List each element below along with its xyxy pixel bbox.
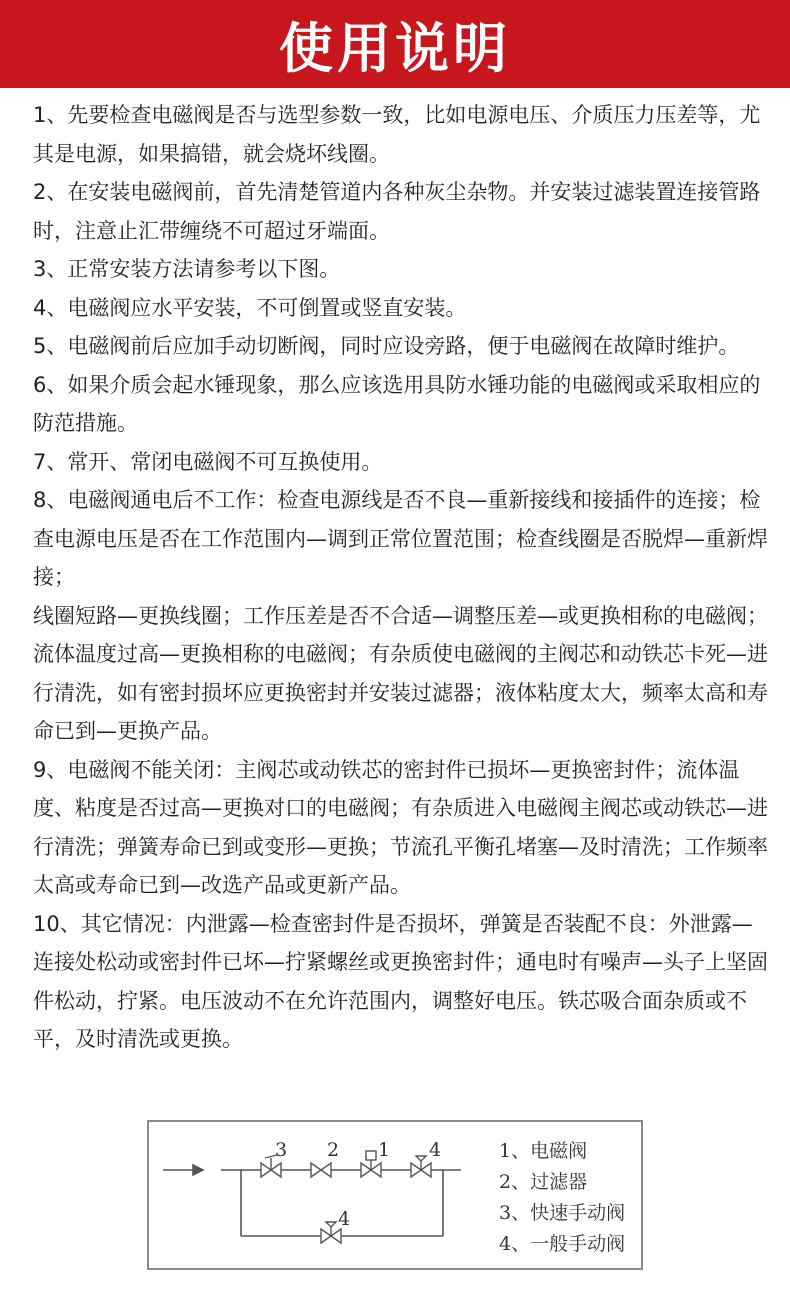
legend-item: 1、电磁阀	[499, 1140, 588, 1162]
filter-icon	[311, 1163, 331, 1177]
legend-item: 4、一般手动阀	[499, 1233, 626, 1255]
flow-arrowhead-icon	[193, 1165, 203, 1175]
instruction-paragraph: 10、其它情况：内泄露—检查密封件是否损坏，弹簧是否装配不良：外泄露—连接处松动或密封件已坏—拧紧螺丝或更换密封件；通电时有噪声—头子上坚固件松动，拧紧。电压波动不在允许范围内，调整好电压。铁芯吸合面杂质或不平，及时清洗或更换。	[33, 911, 768, 1051]
instruction-paragraph: 7、常开、常闭电磁阀不可互换使用。	[33, 449, 383, 474]
instruction-paragraph: 8、电磁阀通电后不工作：检查电源线是否不良—重新接线和接插件的连接；检查电源电压是否在工作范围内—调到正常位置范围；检查线圈是否脱焊—重新焊接；	[33, 488, 768, 589]
instruction-paragraph: 3、正常安装方法请参考以下图。	[33, 257, 341, 281]
instruction-paragraph: 1、先要检查电磁阀是否与选型参数一致，比如电源电压、介质压力压差等，尤其是电源，如果搞错，就会烧坏线圈。	[33, 103, 761, 166]
legend-item: 3、快速手动阀	[499, 1202, 626, 1224]
legend-item: 2、过滤器	[499, 1171, 588, 1193]
instruction-paragraph: 4、电磁阀应水平安装，不可倒置或竖直安装。	[33, 295, 467, 320]
instruction-paragraph: 6、如果介质会起水锤现象，那么应该选用具防水锤功能的电磁阀或采取相应的防范措施。	[33, 372, 761, 435]
page-title: 使用说明	[279, 15, 511, 80]
instruction-paragraph: 9、电磁阀不能关闭：主阀芯或动铁芯的密封件已损坏—更换密封件；流体温度、粘度是否过高—更换对口的电磁阀；有杂质进入电磁阀主阀芯或动铁芯—进行清洗；弹簧寿命已到或变形—更换；节流孔平衡孔堵塞—及时清洗；工作频率太高或寿命已到—改选产品或更新产品。	[33, 757, 768, 897]
installation-diagram	[147, 1120, 643, 1270]
manual-valve-icon	[411, 1156, 431, 1177]
instruction-paragraph: 2、在安装电磁阀前，首先清楚管道内各种灰尘杂物。并安装过滤装置连接管路时，注意止汇带缠绕不可超过牙端面。	[33, 180, 761, 243]
valve-label-3: 3	[275, 1139, 288, 1161]
valve-label-2: 2	[327, 1139, 340, 1161]
instruction-paragraph: 线圈短路—更换线圈；工作压差是否不合适—调整压差—或更换相称的电磁阀；流体温度过高—更换相称的电磁阀；有杂质使电磁阀的主阀芯和动铁芯卡死—进行清洗，如有密封损坏应更换密封并安装过滤器；液体粘度太大，频率太高和寿命已到—更换产品。	[33, 603, 768, 743]
instruction-paragraph: 5、电磁阀前后应加手动切断阀，同时应设旁路，便于电磁阀在故障时维护。	[33, 334, 740, 358]
valve-label-1: 1	[378, 1139, 391, 1161]
valve-label-4-bypass: 4	[338, 1208, 351, 1230]
diagram-legend	[499, 1136, 625, 1260]
header-banner	[0, 0, 790, 88]
instructions-body	[33, 96, 773, 1059]
valve-label-4: 4	[429, 1139, 442, 1161]
